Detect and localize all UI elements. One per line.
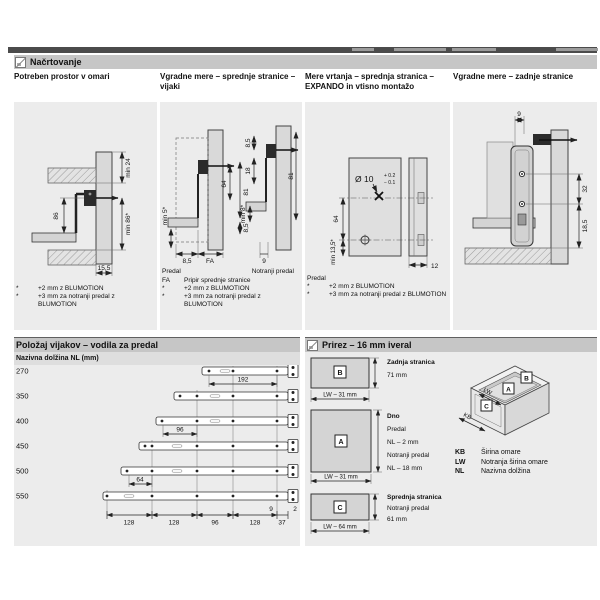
part-letter: A: [338, 439, 344, 446]
footnotes: [160, 276, 302, 309]
note-symbol: *: [162, 293, 165, 300]
dim-9: 9: [262, 258, 266, 265]
front-screw-drawing: [160, 102, 302, 268]
part-line: Notranji predal: [387, 452, 430, 459]
part-width-dim: LW – 64 mm: [323, 524, 357, 531]
rail-500: [121, 465, 298, 478]
note-symbol: *: [16, 293, 19, 300]
iso-drawing-wrap: [453, 354, 595, 451]
column-title-4: Vgradne mere – zadnje stranice: [453, 70, 597, 102]
dim-18: 18: [245, 167, 252, 175]
label-notranji-predal: Notranji predal: [251, 268, 294, 275]
note-symbol: *: [162, 285, 165, 292]
part-title: Sprednja stranica: [387, 494, 442, 501]
header-remnant: [452, 48, 496, 51]
cabinet-space-drawing: [14, 102, 157, 284]
back-panel-drawing: [453, 102, 597, 284]
row-label-350: 350: [16, 391, 29, 401]
dim-min13-5: min 13,5*: [331, 239, 337, 265]
dim-81: 81: [243, 188, 250, 196]
note-text: +2 mm z BLUMOTION: [184, 285, 250, 292]
dim-diameter: Ø 10: [355, 174, 374, 184]
chain-96: 96: [211, 519, 219, 527]
section-header-planning: [14, 55, 597, 69]
note-text: +2 mm z BLUMOTION: [38, 285, 104, 292]
note-text: +3 mm za notranji predal z BLUMOTION: [38, 293, 115, 308]
panel-cabinet-space: [14, 102, 157, 330]
footnotes: [305, 274, 450, 299]
part-c-drawing: [309, 490, 387, 538]
cutting-section: [305, 337, 597, 546]
footnotes: [14, 284, 157, 309]
chain-128b: 128: [168, 519, 180, 527]
rails-drawing: [14, 365, 300, 546]
legend-text: Nazivna dolžina: [481, 468, 531, 475]
screw-position-section: [14, 337, 300, 546]
dim-81-right: 81: [288, 172, 295, 180]
header-remnant: [556, 48, 598, 51]
legend-text: Širina omare: [481, 449, 521, 456]
dim-9-small: 9: [269, 506, 273, 513]
row-label-550: 550: [16, 491, 29, 501]
part-letter: B: [337, 370, 343, 377]
part-b-drawing: [309, 354, 387, 406]
chain-37: 37: [278, 519, 286, 527]
column-title-3: Mere vrtanja – sprednja stranica – EXPANDO in vtisno montažo: [305, 70, 450, 102]
dim-8-5-bottom: 8,5: [182, 258, 192, 265]
iso-letter-b: B: [524, 375, 529, 383]
part-c-group: [309, 490, 442, 538]
dim-min5: min 5*: [162, 206, 169, 226]
label-predal: Predal: [162, 268, 181, 275]
rail-270: [202, 365, 298, 378]
part-line: Predal: [387, 426, 406, 433]
header-remnant: [352, 48, 374, 51]
dim-86: 86: [53, 212, 60, 220]
runner-bracket: [84, 190, 96, 206]
rail-350: [174, 390, 298, 403]
note-text: +3 mm za notranji predal z BLUMOTION: [184, 293, 261, 308]
row-label-270: 270: [16, 366, 29, 376]
dim-min24: min 24: [125, 158, 132, 178]
part-a-group: [309, 408, 429, 486]
abbreviation-legend: [455, 448, 548, 477]
note-text: +2 mm z BLUMOTION: [329, 283, 395, 290]
note-symbol: *: [16, 285, 19, 292]
iso-dim-lw: LW: [482, 387, 493, 397]
dimension-chain: [107, 511, 288, 519]
note-symbol: *: [307, 291, 310, 298]
iso-letter-c: C: [484, 403, 489, 411]
part-line: 61 mm: [387, 516, 407, 523]
legend-abbr: NL: [455, 468, 465, 475]
row-label-400: 400: [16, 416, 29, 426]
drilling-drawing: [305, 102, 450, 274]
panel-front-screws: [160, 102, 302, 330]
rail-450: [139, 440, 298, 453]
row-label-450: 450: [16, 441, 29, 451]
part-c-labels: [387, 490, 442, 525]
part-width-dim: LW – 31 mm: [324, 474, 358, 481]
part-a-drawing: [309, 408, 387, 486]
legend-text: Notranja širina omare: [481, 458, 548, 466]
part-line: NL – 2 mm: [387, 439, 419, 446]
dim-192: 192: [237, 376, 249, 384]
dim-tol-minus: − 0.1: [384, 180, 396, 186]
dim-12: 12: [431, 263, 439, 270]
part-line: 71 mm: [387, 372, 407, 379]
dim-64: 64: [333, 215, 340, 223]
part-title: Dno: [387, 413, 400, 420]
planning-icon: [15, 57, 26, 68]
dim-32: 32: [582, 185, 589, 193]
dim-64: 64: [221, 180, 228, 188]
panel-back: [453, 102, 597, 330]
dim-18-5: 18,5: [582, 219, 589, 233]
dim-fa: FA: [206, 258, 214, 265]
section-title: Načrtovanje: [30, 57, 82, 67]
note-text: +3 mm za notranji predal z BLUMOTION: [329, 291, 447, 298]
iso-dim-kb: KB: [462, 412, 472, 422]
dim-8-5: 8,5: [243, 223, 250, 233]
part-b-group: [309, 354, 435, 406]
part-b-labels: [387, 354, 435, 382]
dim-96: 96: [176, 426, 184, 434]
cutting-icon: [307, 340, 318, 351]
label-predal: Predal: [307, 275, 326, 282]
row-label-500: 500: [16, 466, 29, 476]
header-remnant: [394, 48, 446, 51]
dim-15-5: 15,5: [97, 265, 111, 272]
dim-8-5-right: 8,5: [245, 138, 252, 148]
part-letter: C: [337, 505, 343, 512]
dim-9: 9: [517, 111, 521, 118]
chain-128a: 128: [123, 519, 135, 527]
page-top-strip: [8, 47, 597, 53]
part-title: Zadnja stranica: [387, 359, 435, 366]
dim-2-small: 2: [293, 506, 297, 513]
cutting-panel: [305, 352, 597, 546]
note-symbol: FA: [162, 277, 170, 284]
iso-letter-a: A: [506, 386, 511, 394]
cabinet-iso-drawing: [453, 354, 595, 446]
section-title: Položaj vijakov – vodila za predal: [16, 340, 159, 350]
section-header-screw-positions: [14, 337, 300, 352]
legend-abbr: KB: [455, 449, 466, 456]
part-width-dim: LW – 31 mm: [323, 392, 357, 399]
dim-min86: min 86*: [125, 212, 132, 236]
rails-panel: [14, 365, 300, 546]
section-title: Prirez – 16 mm iveral: [322, 340, 412, 350]
section-header-cutting: [305, 337, 597, 352]
note-text: Pripir sprednje stranice: [184, 277, 251, 284]
note-symbol: *: [307, 283, 310, 290]
column-title-1: Potreben prostor v omari: [14, 70, 157, 102]
part-a-labels: [387, 408, 429, 475]
part-line: NL – 18 mm: [387, 465, 423, 472]
planning-columns: [14, 70, 597, 330]
nominal-length-subheader: Nazivna dolžina NL (mm): [14, 352, 300, 365]
dim-64: 64: [136, 476, 144, 484]
dim-min8: min 8*: [240, 204, 247, 224]
chain-128c: 128: [249, 519, 261, 527]
panel-drilling: [305, 102, 450, 330]
drawing-sublabels: [160, 268, 302, 276]
part-line: Notranji predal: [387, 505, 430, 512]
dim-tol-plus: + 0.2: [384, 173, 396, 179]
column-title-2: Vgradne mere – sprednje stranice – vijaki: [160, 70, 302, 102]
legend-abbr: LW: [455, 458, 466, 466]
